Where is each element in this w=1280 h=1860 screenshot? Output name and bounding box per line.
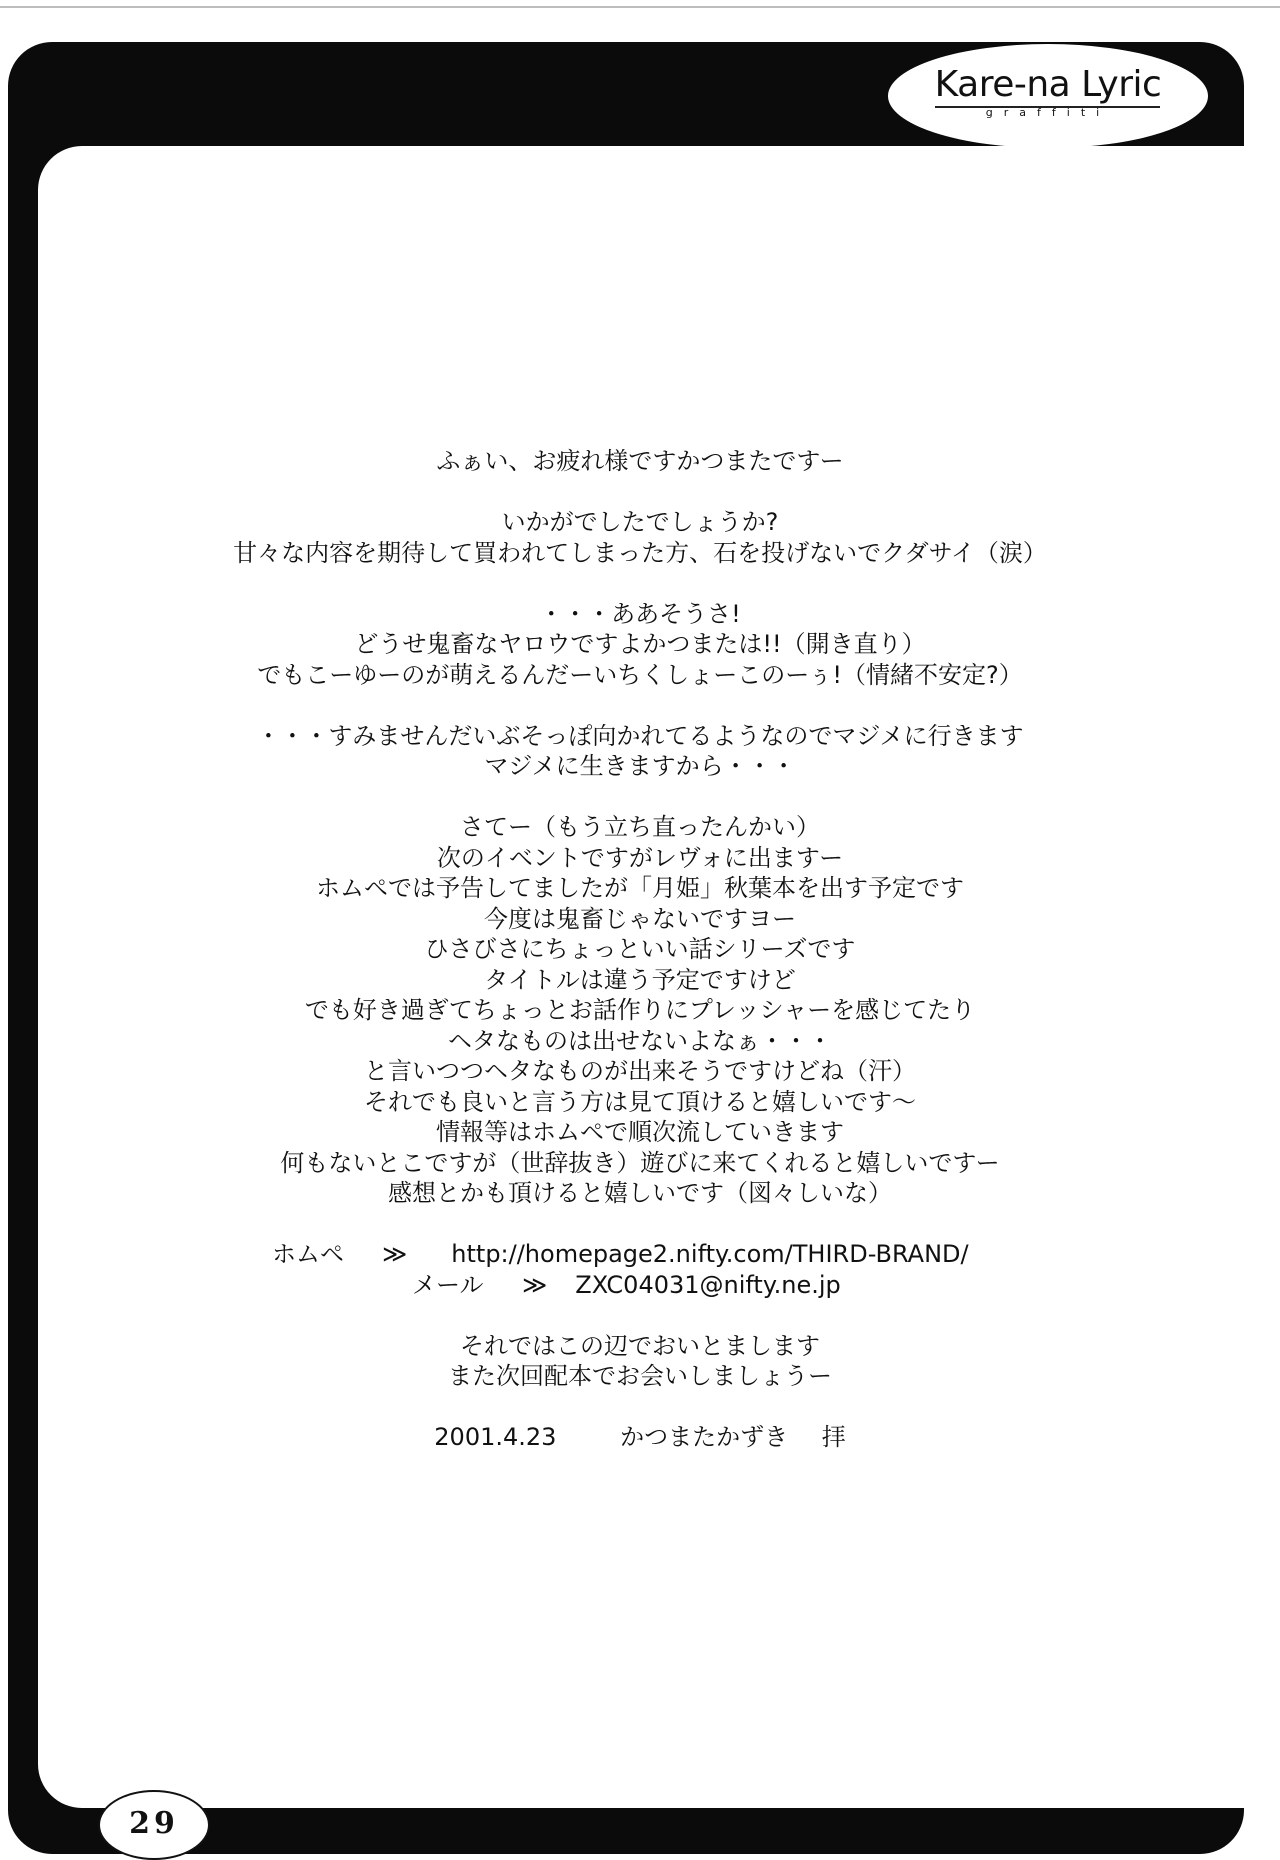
contact-block — [0, 1239, 1280, 1300]
mail-row — [272, 1270, 1280, 1301]
text-line: マジメに生きますから・・・ — [484, 752, 796, 780]
text-line: さてー（もう立ち直ったんかい） — [460, 813, 820, 841]
text-line: 次のイベントですがレヴォに出ますー — [436, 843, 844, 872]
text-line: 感想とかも頂けると嬉しいです（図々しいな） — [388, 1179, 892, 1207]
text-line: ヘタなものは出せないよなぁ・・・ — [448, 1026, 832, 1055]
closing-block — [0, 1331, 1280, 1392]
signature-date: 2001.4.23 — [434, 1423, 557, 1451]
text-line: どうせ鬼畜なヤロウですよかつまたは!!（開き直り） — [354, 630, 926, 658]
afterword-text — [0, 446, 1280, 1453]
text-line: と言いつつヘタなものが出来そうですけどね（汗） — [364, 1057, 916, 1085]
text-line: ひさびさにちょっといい話シリーズです — [424, 935, 856, 963]
text-line: タイトルは違う予定ですけど — [484, 965, 796, 994]
text-line: ホムペでは予告してましたが「月姫」秋葉本を出す予定です — [316, 874, 964, 902]
text-line: それでも良いと言う方は見て頂けると嬉しいです～ — [364, 1087, 916, 1116]
text-line: ふぁい、お疲れ様ですかつまたですー — [436, 447, 844, 475]
paragraph — [0, 721, 1280, 782]
text-line: いかがでしたでしょうか? — [501, 508, 779, 536]
paragraph — [0, 812, 1280, 1209]
book-title: Kare-na Lyric — [934, 64, 1162, 105]
text-line: 甘々な内容を期待して買われてしまった方、石を投げないでクダサイ（涙） — [233, 538, 1047, 567]
text-line: また次回配本でお会いしましょうー — [448, 1362, 832, 1390]
mail-separator: ≫ — [522, 1270, 548, 1299]
text-line: 今度は鬼畜じゃないですヨー — [484, 904, 796, 933]
paragraph — [0, 599, 1280, 691]
text-line: 何もないとこですが（世辞抜き）遊びに来てくれると嬉しいですー — [280, 1148, 1000, 1177]
signature-salutation: 拝 — [821, 1423, 846, 1451]
homepage-separator: ≫ — [382, 1240, 408, 1268]
text-line: それではこの辺でおいとまします — [460, 1331, 820, 1360]
mail-label: メール — [412, 1270, 484, 1299]
homepage-label: ホムペ — [272, 1240, 344, 1268]
text-line: でもこーゆーのが萌えるんだーいちくしょーこのーぅ!（情緒不安定?） — [257, 660, 1023, 689]
mail-link[interactable]: ZXC04031@nifty.ne.jp — [575, 1270, 841, 1299]
text-line: 情報等はホムペで順次流していきます — [436, 1118, 844, 1146]
text-line: ・・・すみませんだいぶそっぽ向かれてるようなのでマジメに行きます — [256, 721, 1024, 750]
signature-author: かつまたかずき — [620, 1423, 789, 1451]
homepage-link[interactable]: http://homepage2.nifty.com/THIRD-BRAND/ — [451, 1240, 969, 1268]
text-line: ・・・ああそうさ! — [539, 599, 741, 628]
top-rule — [0, 6, 1280, 8]
text-line: でも好き過ぎてちょっとお話作りにプレッシャーを感じてたり — [304, 996, 976, 1024]
homepage-row — [272, 1239, 1280, 1270]
book-subtitle: graffiti — [985, 106, 1111, 119]
paragraph — [0, 507, 1280, 568]
paragraph — [0, 446, 1280, 477]
page-number: 29 — [129, 1806, 179, 1841]
signature — [0, 1422, 1280, 1453]
